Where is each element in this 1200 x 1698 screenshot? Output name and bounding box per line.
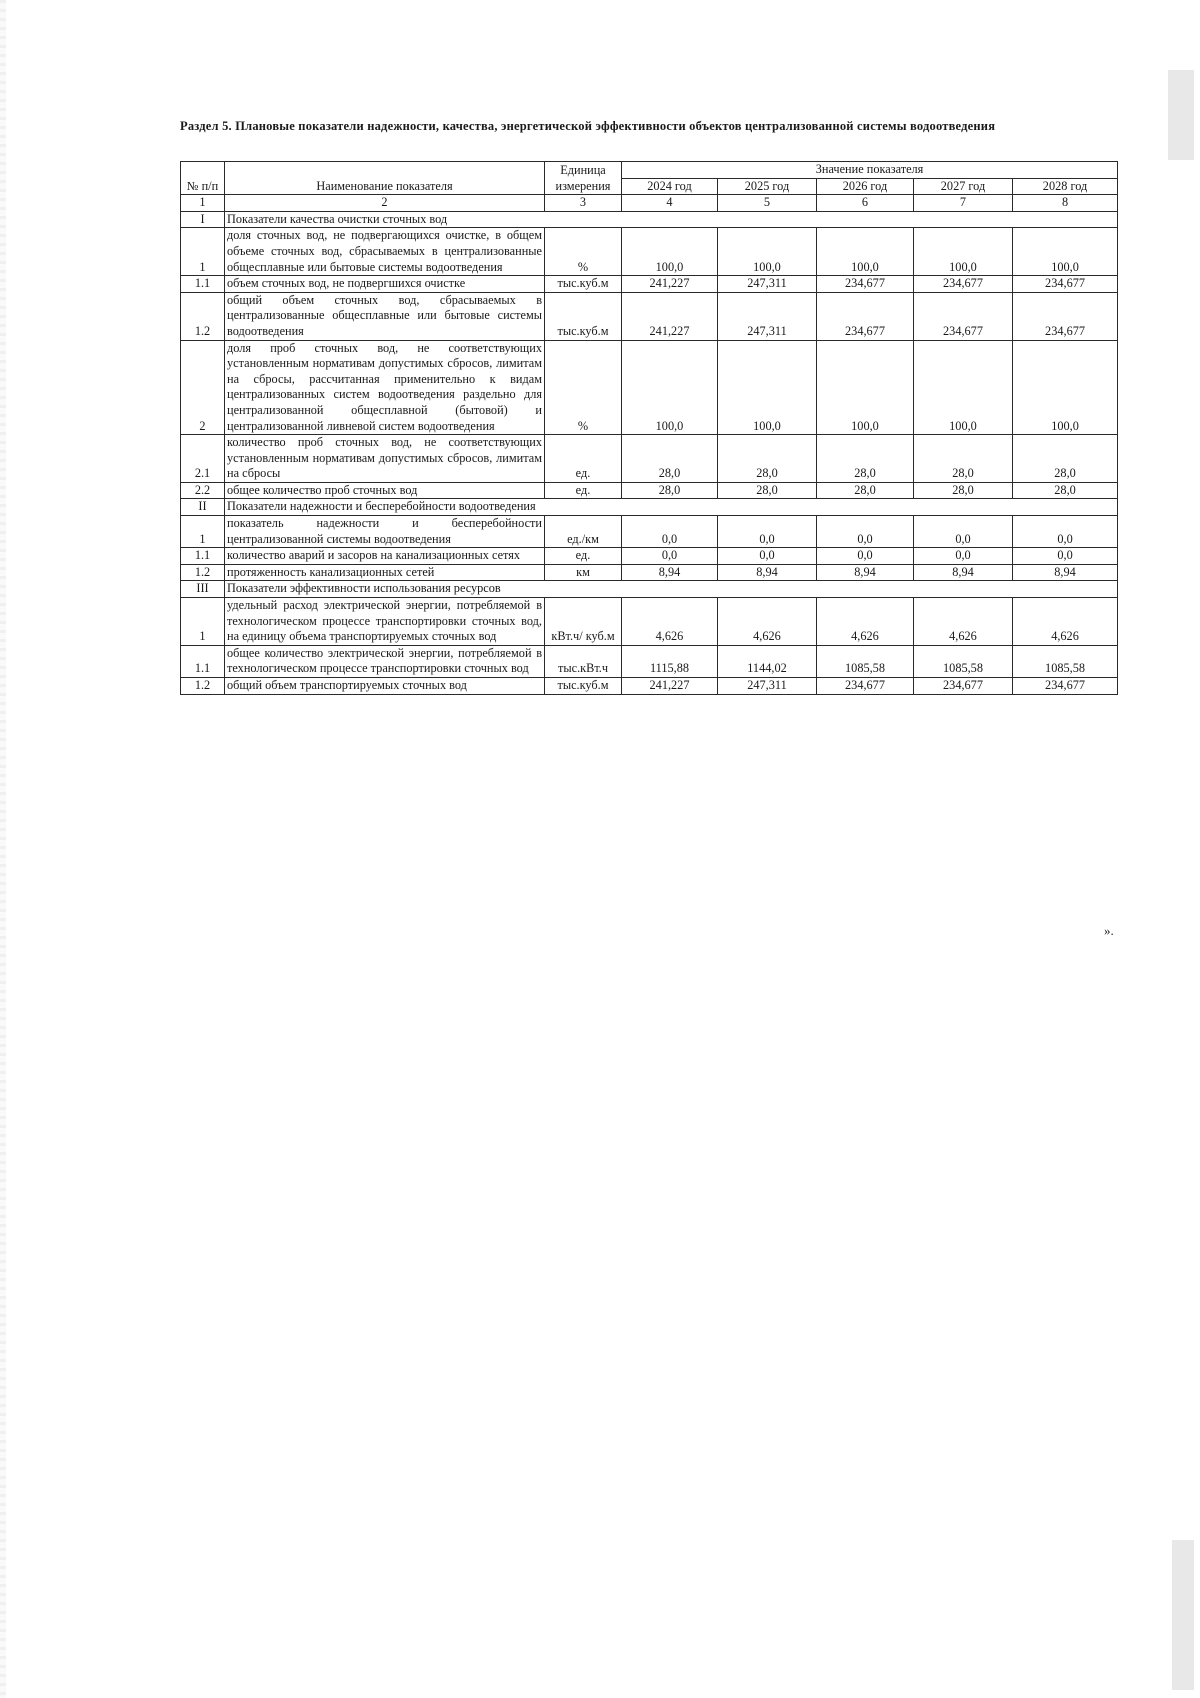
- value-cell: 4,626: [914, 598, 1013, 646]
- value-cell: 0,0: [622, 548, 718, 565]
- indicator-name: количество проб сточных вод, не соответствующих установленным нормативам допустимых сбросов, лимитам на сбросы: [225, 435, 545, 483]
- value-cell: 241,227: [622, 292, 718, 340]
- value-cell: 241,227: [622, 276, 718, 293]
- value-cell: 28,0: [817, 435, 914, 483]
- value-cell: 28,0: [914, 435, 1013, 483]
- row-number: 1.1: [181, 276, 225, 293]
- row-number: 2: [181, 340, 225, 435]
- value-cell: 4,626: [817, 598, 914, 646]
- header-value-group: Значение показателя: [622, 162, 1118, 179]
- section-row: [181, 581, 1118, 598]
- table-row: [181, 276, 1118, 293]
- value-cell: 28,0: [622, 482, 718, 499]
- scan-edge-artifact: [0, 0, 6, 1698]
- indicator-name: общее количество электрической энергии, потребляемой в технологическом процессе транспортировки сточных вод: [225, 645, 545, 677]
- row-number: 2.2: [181, 482, 225, 499]
- value-cell: 28,0: [622, 435, 718, 483]
- value-cell: 234,677: [914, 292, 1013, 340]
- value-cell: 4,626: [622, 598, 718, 646]
- value-cell: 8,94: [817, 564, 914, 581]
- row-number: 1.1: [181, 645, 225, 677]
- indicator-name: общее количество проб сточных вод: [225, 482, 545, 499]
- value-cell: 0,0: [914, 548, 1013, 565]
- value-cell: 100,0: [1013, 228, 1118, 276]
- scan-speck: [1172, 1540, 1194, 1690]
- value-cell: 234,677: [1013, 276, 1118, 293]
- table-row: [181, 228, 1118, 276]
- unit-cell: %: [545, 228, 622, 276]
- section-number: II: [181, 499, 225, 516]
- unit-cell: тыс.кВт.ч: [545, 645, 622, 677]
- value-cell: 0,0: [817, 516, 914, 548]
- column-number: 8: [1013, 195, 1118, 212]
- row-number: 1.2: [181, 292, 225, 340]
- value-cell: 1085,58: [914, 645, 1013, 677]
- row-number: 1: [181, 598, 225, 646]
- table-row: [181, 435, 1118, 483]
- row-number: 1.2: [181, 678, 225, 695]
- indicator-name: объем сточных вод, не подвергшихся очистке: [225, 276, 545, 293]
- value-cell: 0,0: [1013, 516, 1118, 548]
- value-cell: 0,0: [1013, 548, 1118, 565]
- scan-speck: [1168, 70, 1194, 160]
- header-year: 2027 год: [914, 178, 1013, 195]
- table-row: [181, 292, 1118, 340]
- value-cell: 234,677: [817, 292, 914, 340]
- indicator-name: удельный расход электрической энергии, потребляемой в технологическом процессе транспортировки сточных вод, на единицу объема транспортируемых сточных вод: [225, 598, 545, 646]
- value-cell: 100,0: [1013, 340, 1118, 435]
- row-number: 1.2: [181, 564, 225, 581]
- value-cell: 100,0: [622, 340, 718, 435]
- section-row: [181, 499, 1118, 516]
- indicator-name: доля сточных вод, не подвергающихся очистке, в общем объеме сточных вод, сбрасываемых в централизованные общесплавные или бытовые системы водоотведения: [225, 228, 545, 276]
- table-row: [181, 564, 1118, 581]
- table-row: [181, 645, 1118, 677]
- value-cell: 28,0: [1013, 435, 1118, 483]
- unit-cell: тыс.куб.м: [545, 678, 622, 695]
- value-cell: 8,94: [718, 564, 817, 581]
- section-title-cell: Показатели качества очистки сточных вод: [225, 211, 1118, 228]
- header-year: 2025 год: [718, 178, 817, 195]
- value-cell: 0,0: [718, 516, 817, 548]
- indicator-name: общий объем сточных вод, сбрасываемых в централизованные общесплавные или бытовые системы водоотведения: [225, 292, 545, 340]
- column-number: 5: [718, 195, 817, 212]
- closing-quote: ».: [1104, 923, 1114, 938]
- value-cell: 28,0: [718, 482, 817, 499]
- unit-cell: ед./км: [545, 516, 622, 548]
- value-cell: 100,0: [622, 228, 718, 276]
- value-cell: 247,311: [718, 678, 817, 695]
- column-number: 1: [181, 195, 225, 212]
- column-number: 6: [817, 195, 914, 212]
- section-number: I: [181, 211, 225, 228]
- value-cell: 100,0: [914, 228, 1013, 276]
- row-number: 2.1: [181, 435, 225, 483]
- value-cell: 8,94: [1013, 564, 1118, 581]
- value-cell: 100,0: [718, 340, 817, 435]
- value-cell: 28,0: [1013, 482, 1118, 499]
- column-number: 7: [914, 195, 1013, 212]
- section-title-cell: Показатели эффективности использования ресурсов: [225, 581, 1118, 598]
- unit-cell: %: [545, 340, 622, 435]
- value-cell: 234,677: [817, 678, 914, 695]
- column-number: 2: [225, 195, 545, 212]
- value-cell: 8,94: [622, 564, 718, 581]
- value-cell: 4,626: [1013, 598, 1118, 646]
- header-year: 2024 год: [622, 178, 718, 195]
- value-cell: 234,677: [1013, 678, 1118, 695]
- value-cell: 241,227: [622, 678, 718, 695]
- value-cell: 234,677: [1013, 292, 1118, 340]
- header-year: 2028 год: [1013, 178, 1118, 195]
- header-unit: Единица измерения: [545, 162, 622, 195]
- value-cell: 234,677: [914, 678, 1013, 695]
- value-cell: 247,311: [718, 292, 817, 340]
- indicator-name: количество аварий и засоров на канализационных сетях: [225, 548, 545, 565]
- value-cell: 1085,58: [817, 645, 914, 677]
- unit-cell: км: [545, 564, 622, 581]
- column-number: 4: [622, 195, 718, 212]
- column-numbers-row: [181, 195, 1118, 212]
- unit-cell: кВт.ч/ куб.м: [545, 598, 622, 646]
- value-cell: 28,0: [817, 482, 914, 499]
- table-row: [181, 516, 1118, 548]
- value-cell: 28,0: [914, 482, 1013, 499]
- value-cell: 8,94: [914, 564, 1013, 581]
- value-cell: 100,0: [817, 228, 914, 276]
- table-row: [181, 340, 1118, 435]
- header-year: 2026 год: [817, 178, 914, 195]
- table-body: [181, 162, 1118, 695]
- value-cell: 28,0: [718, 435, 817, 483]
- value-cell: 0,0: [914, 516, 1013, 548]
- indicators-table: [180, 161, 1118, 695]
- value-cell: 4,626: [718, 598, 817, 646]
- value-cell: 247,311: [718, 276, 817, 293]
- indicator-name: протяженность канализационных сетей: [225, 564, 545, 581]
- unit-cell: тыс.куб.м: [545, 292, 622, 340]
- table-row: [181, 482, 1118, 499]
- value-cell: 234,677: [914, 276, 1013, 293]
- table-row: [181, 548, 1118, 565]
- section-number: III: [181, 581, 225, 598]
- section-title-cell: Показатели надежности и бесперебойности водоотведения: [225, 499, 1118, 516]
- unit-cell: тыс.куб.м: [545, 276, 622, 293]
- value-cell: 1085,58: [1013, 645, 1118, 677]
- header-num: № п/п: [181, 162, 225, 195]
- row-number: 1.1: [181, 548, 225, 565]
- row-number: 1: [181, 516, 225, 548]
- unit-cell: ед.: [545, 482, 622, 499]
- header-row: [181, 162, 1118, 179]
- header-name: Наименование показателя: [225, 162, 545, 195]
- value-cell: 1144,02: [718, 645, 817, 677]
- value-cell: 100,0: [914, 340, 1013, 435]
- column-number: 3: [545, 195, 622, 212]
- value-cell: 0,0: [718, 548, 817, 565]
- unit-cell: ед.: [545, 435, 622, 483]
- indicator-name: показатель надежности и бесперебойности централизованной системы водоотведения: [225, 516, 545, 548]
- indicator-name: доля проб сточных вод, не соответствующих установленным нормативам допустимых сбросов, лимитам на сбросы, рассчитанная применительно к видам централизованных систем водоотведения раздельно для централизованной общесплавной (бытовой) и централизованной ливневой систем водоотведения: [225, 340, 545, 435]
- indicator-name: общий объем транспортируемых сточных вод: [225, 678, 545, 695]
- table-row: [181, 678, 1118, 695]
- value-cell: 1115,88: [622, 645, 718, 677]
- unit-cell: ед.: [545, 548, 622, 565]
- value-cell: 0,0: [817, 548, 914, 565]
- value-cell: 0,0: [622, 516, 718, 548]
- value-cell: 234,677: [817, 276, 914, 293]
- value-cell: 100,0: [817, 340, 914, 435]
- value-cell: 100,0: [718, 228, 817, 276]
- section-title: Раздел 5. Плановые показатели надежности, качества, энергетической эффективности объектов централизованной системы водоотведения: [180, 119, 996, 133]
- section-row: [181, 211, 1118, 228]
- row-number: 1: [181, 228, 225, 276]
- table-row: [181, 598, 1118, 646]
